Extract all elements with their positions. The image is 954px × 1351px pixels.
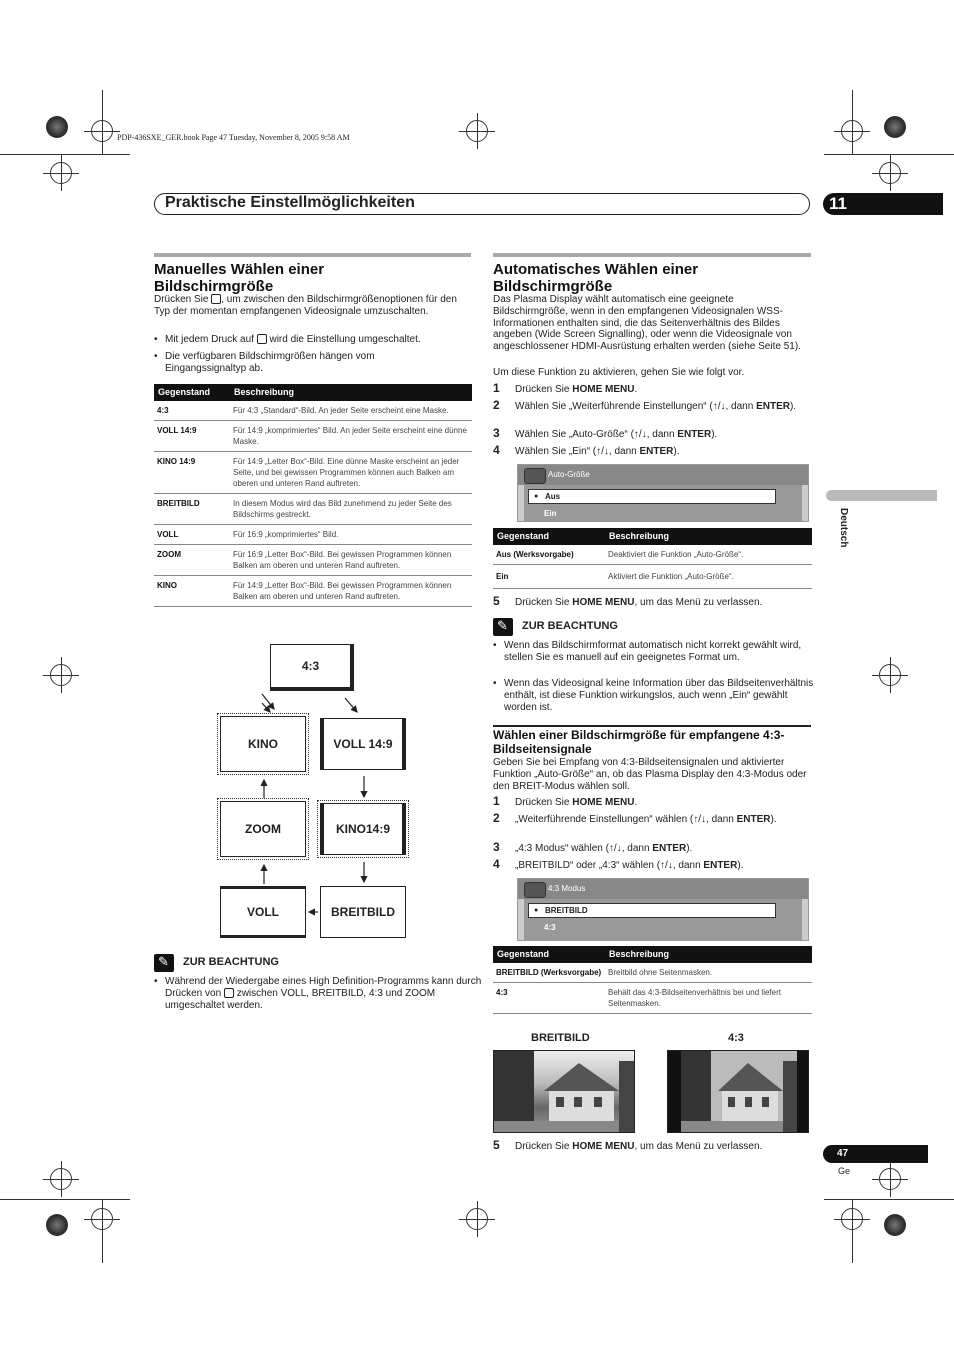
- page-number: 47: [823, 1145, 928, 1163]
- step-2: 2 Wählen Sie „Weiterführende Einstellungen“ (↑/↓, dann ENTER).: [493, 398, 797, 412]
- left-bullet-1: • Mit jedem Druck auf wird die Einstellung umgeschaltet.: [154, 334, 483, 346]
- mode-box-zoom: ZOOM: [220, 801, 306, 857]
- menu-selected-option[interactable]: ● BREITBILD: [528, 903, 776, 918]
- menu-title: 4:3 Modus: [518, 879, 808, 899]
- menu-tv-icon: [524, 468, 546, 484]
- table-row: KINO 14:9 Für 14:9 „Letter Box“-Bild. Eine dünne Maske erscheint an jeder Seite, und bei gewissen Programmen können auch Balken am oberen und unteren Rand auftreten.: [154, 452, 472, 494]
- step-5: 5 Drücken Sie HOME MENU, um das Menü zu verlassen.: [493, 594, 763, 608]
- mode-box-breitbild: BREITBILD: [320, 886, 406, 938]
- menu-selected-option[interactable]: ● Aus: [528, 489, 776, 504]
- chapter-number: 11: [823, 193, 943, 215]
- menu-title: Auto-Größe: [518, 465, 808, 485]
- subsection-title: Wählen einer Bildschirmgröße für empfangene 4:3-Bildseitensignale: [493, 728, 785, 756]
- 4-3-mode-menu: [517, 878, 809, 941]
- 4-3-mode-table: Gegenstand Beschreibung BREITBILD (Werksvorgabe) Breitbild ohne Seitenmasken. 4:3 Behält das 4:3-Bildseitenverhältnis bei und liefert Seitenmasken.: [493, 946, 812, 1014]
- page-language: Ge: [838, 1166, 851, 1176]
- mode-box-kino: KINO: [220, 716, 306, 772]
- table-row: VOLL Für 16:9 „komprimiertes“ Bild.: [154, 525, 472, 545]
- menu-tv-icon: [524, 882, 546, 898]
- step2-5: 5 Drücken Sie HOME MENU, um das Menü zu verlassen.: [493, 1138, 763, 1152]
- table-row: ZOOM Für 16:9 „Letter Box“-Bild. Bei gewissen Programmen können Balken am oberen und unteren Rand auftreten.: [154, 545, 472, 576]
- image-label-breitbild: BREITBILD: [531, 1032, 590, 1044]
- mode-box-4-3: 4:3: [270, 644, 354, 691]
- auto-size-table: Gegenstand Beschreibung Aus (Werksvorgabe) Deaktiviert die Funktion „Auto-Größe“. Ein Aktiviert die Funktion „Auto-Größe“.: [493, 528, 812, 589]
- chapter-title: Praktische Einstellmöglichkeiten: [165, 194, 415, 211]
- mode-box-kino-14-9: KINO14:9: [320, 803, 406, 855]
- table-row: Ein Aktiviert die Funktion „Auto-Größe“.: [493, 565, 812, 589]
- right-note-bullet-2: • Wenn das Videosignal keine Information über das Bildseitenverhältnis enthält, ist diese Funktion wirkungslos, auch wenn „Ein“ gewählt worden ist.: [493, 678, 822, 714]
- note-title: ZUR BEACHTUNG: [522, 620, 618, 632]
- section-bar: [493, 253, 811, 257]
- house-photo-breitbild: [493, 1050, 635, 1133]
- step2-3: 3 „4:3 Modus“ wählen (↑/↓, dann ENTER).: [493, 840, 693, 854]
- step2-2: 2 „Weiterführende Einstellungen“ wählen (↑/↓, dann ENTER).: [493, 811, 777, 825]
- right-intro: Das Plasma Display wählt automatisch eine geeignete Bildschirmgröße, wenn in den empfangenen Videosignalen WSS-Informationen enthalten sind, die das Seitenverhältnis des Bildes angeben (Wide Screen Signalling), oder wenn die Videosignale von angeschlossener HDMI-Ausrüstung erhalten werden (siehe Seite 51).: [493, 294, 801, 353]
- step-4: 4 Wählen Sie „Ein“ (↑/↓, dann ENTER).: [493, 443, 680, 457]
- section-title: Manuelles Wählen einer Bildschirmgröße: [154, 261, 325, 295]
- image-label-4-3: 4:3: [728, 1032, 744, 1044]
- sub-intro: Geben Sie bei Empfang von 4:3-Bildseitensignalen und aktivierter Funktion „Auto-Größe“ an, ob das Plasma Display den 4:3-Modus oder den BREIT-Modus wählen soll.: [493, 757, 807, 792]
- mode-box-voll-14-9: VOLL 14:9: [320, 718, 406, 770]
- table-row: Aus (Werksvorgabe) Deaktiviert die Funktion „Auto-Größe“.: [493, 545, 812, 565]
- section-title: Automatisches Wählen einer Bildschirmgröße: [493, 261, 699, 295]
- house-illustration: [494, 1051, 635, 1133]
- auto-size-menu: [517, 464, 809, 522]
- note-pencil-icon: [493, 618, 513, 636]
- subsection-rule: [493, 725, 811, 727]
- step2-1: 1 Drücken Sie HOME MENU.: [493, 794, 638, 808]
- house-photo-4-3: [667, 1050, 809, 1133]
- table-row: BREITBILD In diesem Modus wird das Bild zunehmend zu jeder Seite des Bildschirms gestreckt.: [154, 494, 472, 525]
- left-bullet-2: • Die verfügbaren Bildschirmgrößen hängen vom Eingangssignaltyp ab.: [154, 351, 425, 375]
- house-illustration: [668, 1051, 809, 1133]
- file-header: PDP-436SXE_GER.book Page 47 Tuesday, November 8, 2005 9:58 AM: [117, 133, 350, 142]
- step2-4: 4 „BREITBILD“ oder „4:3“ wählen (↑/↓, dann ENTER).: [493, 857, 744, 871]
- table-row: KINO Für 14:9 „Letter Box“-Bild. Bei gewissen Programmen können Balken am oberen und unteren Rand auftreten.: [154, 576, 472, 607]
- menu-option[interactable]: Ein: [544, 509, 557, 518]
- right-note-bullet-1: • Wenn das Bildschirmformat automatisch nicht korrekt gewählt wird, stellen Sie es manuell auf ein geeignetes Format um.: [493, 640, 804, 664]
- table-row: 4:3 Für 4:3 „Standard“-Bild. An jeder Seite erscheint eine Maske.: [154, 401, 472, 421]
- right-intro-2: Um diese Funktion zu aktivieren, gehen Sie wie folgt vor.: [493, 367, 745, 378]
- note-title: ZUR BEACHTUNG: [183, 956, 279, 968]
- table-row: VOLL 14:9 Für 14:9 „komprimiertes“ Bild. An jeder Seite erscheint eine dünne Maske.: [154, 421, 472, 452]
- note-pencil-icon: [154, 954, 174, 972]
- mode-box-voll: VOLL: [220, 886, 306, 938]
- screen-size-button-icon: [224, 988, 234, 998]
- left-intro: Drücken Sie , um zwischen den Bildschirmgrößenoptionen für den Typ der momentan empfangenen Videosignale umzuschalten.: [154, 294, 457, 317]
- size-table: Gegenstand Beschreibung 4:3 Für 4:3 „Standard“-Bild. An jeder Seite erscheint eine Maske. VOLL 14:9 Für 14:9 „komprimiertes“ Bild. An jeder Seite erscheint eine dünne Maske. KINO 14:9 Für 14:9 „Letter Box“-Bild. Eine dünne Maske erscheint an jeder Seite, und bei gewissen Programmen können auch Balken am oberen und unteren Rand auftreten. BREITBILD In diesem Modus wird das Bild zunehmend zu jeder Seite des Bildschirms gestreckt. VOLL Für 16:9 „komprimiertes“ Bild. ZOOM Für 16:9 „Letter Box“-Bild. Bei gewissen Programmen können Balken am oberen und unteren Rand auftreten. KINO Für 14:9 „Letter Box“-Bild. Bei gewissen Programmen können Balken am oberen und unteren Rand auftreten.: [154, 384, 472, 607]
- left-note-bullet: • Während der Wiedergabe eines High Definition-Programms kann durch Drücken von zwischen VOLL, BREITBILD, 4:3 und ZOOM umgeschaltet werden.: [154, 976, 483, 1012]
- step-3: 3 Wählen Sie „Auto-Größe“ (↑/↓, dann ENTER).: [493, 426, 718, 440]
- table-row: BREITBILD (Werksvorgabe) Breitbild ohne Seitenmasken.: [493, 963, 812, 983]
- step-1: 1 Drücken Sie HOME MENU.: [493, 381, 638, 395]
- menu-option[interactable]: 4:3: [544, 923, 556, 932]
- table-row: 4:3 Behält das 4:3-Bildseitenverhältnis bei und liefert Seitenmasken.: [493, 983, 812, 1014]
- side-language-label: Deutsch: [838, 508, 849, 548]
